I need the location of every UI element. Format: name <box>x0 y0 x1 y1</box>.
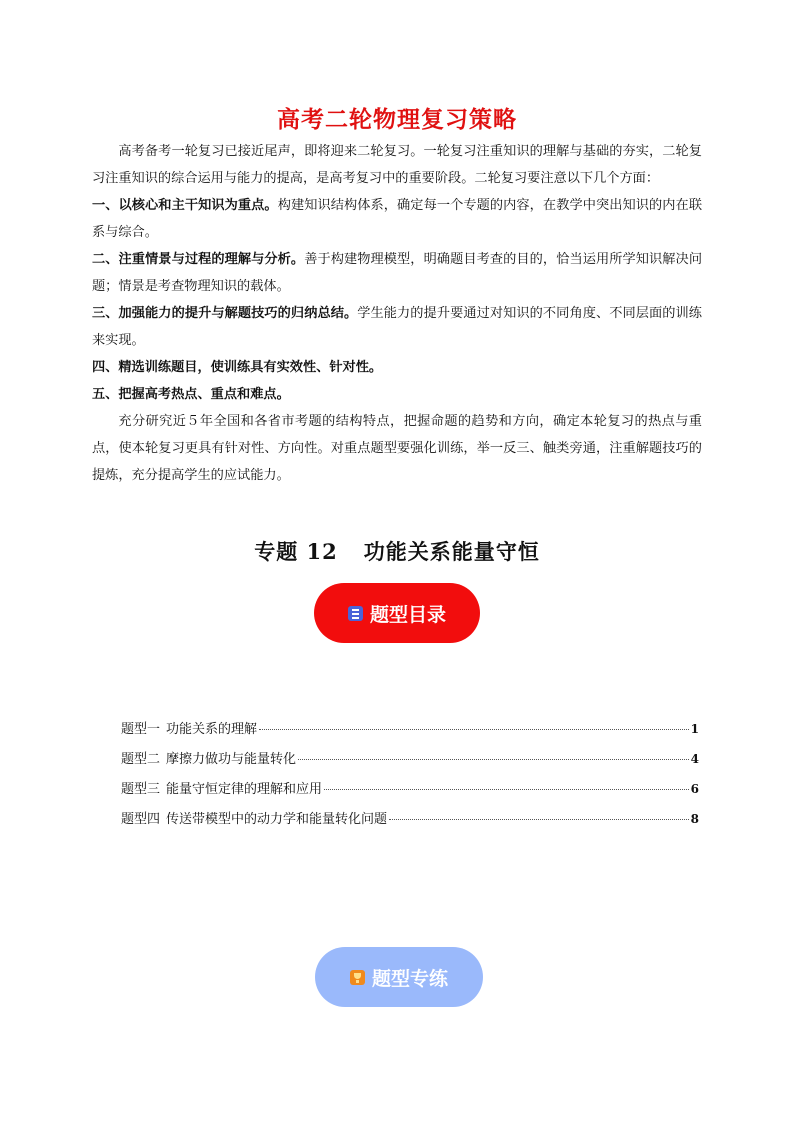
toc-entry-title <box>121 778 322 797</box>
strategy-point-3 <box>92 300 702 354</box>
toc-leader-dots <box>259 729 689 730</box>
practice-button-label: 题型专练 <box>371 967 448 990</box>
practice-section-button[interactable] <box>315 947 483 1007</box>
topic-name: 功能关系能量守恒 <box>363 539 540 564</box>
point-heading: 三、加强能力的提升与解题技巧的归纳总结。 <box>92 306 358 321</box>
toc-entry-text: 摩擦力做功与能量转化 <box>166 752 297 767</box>
point-heading: 四、精选训练题目，使训练具有实效性、针对性。 <box>92 360 383 375</box>
toc-entry-label: 题型一 <box>121 722 161 737</box>
toc-entry-label: 题型二 <box>121 752 161 767</box>
toc-entry-page: 8 <box>690 812 699 826</box>
toc-section-button[interactable] <box>314 583 480 643</box>
point-heading: 一、以核心和主干知识为重点。 <box>92 198 278 213</box>
toc-button-label: 题型目录 <box>369 603 446 626</box>
strategy-point-2 <box>92 246 702 300</box>
list-icon <box>348 606 363 621</box>
toc-entry[interactable] <box>121 808 699 838</box>
toc-entry-page: 6 <box>690 782 699 796</box>
document-title: 高考二轮物理复习策略 <box>277 107 517 133</box>
topic-number: 专题 12 <box>254 539 338 564</box>
table-of-contents <box>121 718 699 838</box>
strategy-text <box>92 138 702 489</box>
toc-entry[interactable] <box>121 718 699 748</box>
toc-entry[interactable] <box>121 748 699 778</box>
trophy-icon <box>350 970 365 985</box>
intro-paragraph: 高考备考一轮复习已接近尾声，即将迎来二轮复习。一轮复习注重知识的理解与基础的夯实，二轮复习注重知识的综合运用与能力的提高，是高考复习中的重要阶段。二轮复习要注意以下几个方面： <box>92 144 702 186</box>
toc-leader-dots <box>298 759 689 760</box>
strategy-point-1 <box>92 192 702 246</box>
toc-entry-title <box>121 748 296 767</box>
point-heading: 五、把握高考热点、重点和难点。 <box>92 387 290 402</box>
toc-entry-title <box>121 718 257 737</box>
strategy-point-4 <box>92 354 702 381</box>
strategy-point-5 <box>92 381 702 408</box>
toc-entry[interactable] <box>121 778 699 808</box>
toc-leader-dots <box>389 819 689 820</box>
closing-paragraph: 充分研究近５年全国和各省市考题的结构特点，把握命题的趋势和方向，确定本轮复习的热点与重点，使本轮复习更具有针对性、方向性。对重点题型要强化训练，举一反三、触类旁通，注重解题技巧的提炼，充分提高学生的应试能力。 <box>92 414 702 483</box>
toc-entry-text: 传送带模型中的动力学和能量转化问题 <box>166 812 388 827</box>
point-text: 善于构建物理模型，明确题目考查的目的，恰当运用所学知识解决问题；情景是考查物理知识的载体。 <box>92 252 703 294</box>
point-heading: 二、注重情景与过程的理解与分析。 <box>92 252 305 267</box>
toc-entry-page: 4 <box>690 752 699 766</box>
toc-entry-text: 能量守恒定律的理解和应用 <box>166 782 323 797</box>
toc-entry-label: 题型四 <box>121 812 161 827</box>
topic-title <box>0 536 794 566</box>
point-text: 学生能力的提升要通过对知识的不同角度、不同层面的训练来实现。 <box>92 306 702 348</box>
point-text: 构建知识结构体系，确定每一个专题的内容，在教学中突出知识的内在联系与综合。 <box>92 198 703 240</box>
toc-entry-title <box>121 808 387 827</box>
toc-entry-label: 题型三 <box>121 782 161 797</box>
toc-entry-text: 功能关系的理解 <box>166 722 258 737</box>
toc-leader-dots <box>324 789 689 790</box>
toc-entry-page: 1 <box>690 722 699 736</box>
